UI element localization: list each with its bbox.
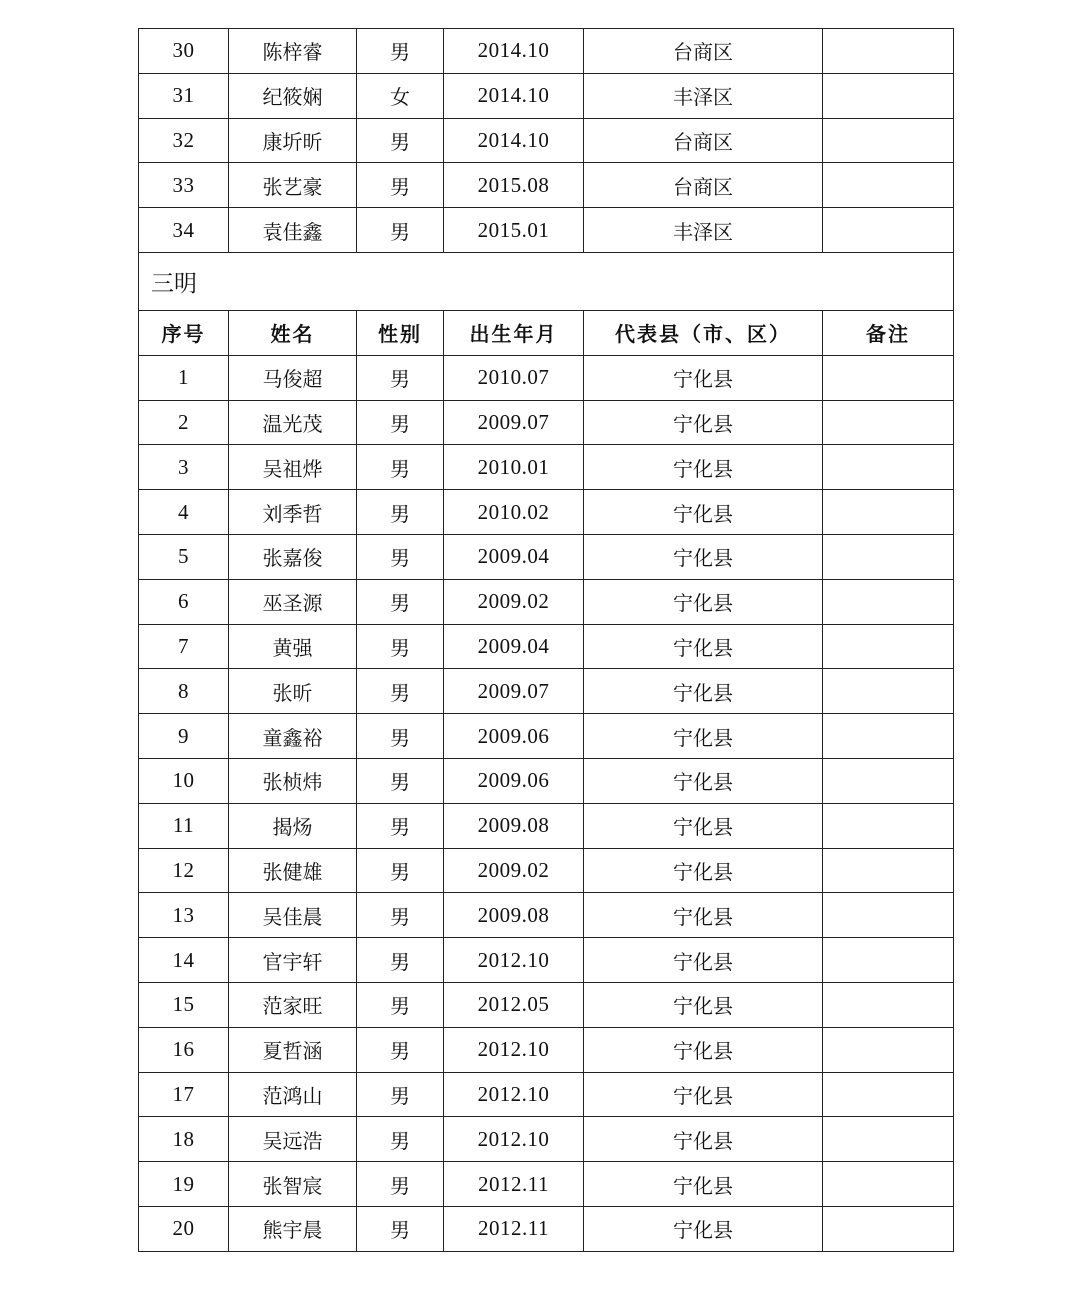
cell-name: 官宇轩 (229, 938, 357, 983)
cell-birth-month: 2010.07 (444, 355, 584, 400)
cell-birth-month: 2009.06 (444, 758, 584, 803)
cell-serial-number: 18 (139, 1117, 229, 1162)
cell-birth-month: 2015.01 (444, 208, 584, 253)
header-gender: 性别 (357, 310, 444, 355)
cell-note (823, 118, 954, 163)
cell-note (823, 714, 954, 759)
cell-gender: 男 (357, 624, 444, 669)
cell-name: 吴祖烨 (229, 445, 357, 490)
cell-gender: 男 (357, 118, 444, 163)
cell-serial-number: 2 (139, 400, 229, 445)
header-birth-month: 出生年月 (444, 310, 584, 355)
cell-gender: 男 (357, 938, 444, 983)
table-row (139, 1027, 954, 1072)
table-row (139, 118, 954, 163)
cell-birth-month: 2009.08 (444, 893, 584, 938)
table-row (139, 1117, 954, 1162)
table-row (139, 490, 954, 535)
cell-birth-month: 2014.10 (444, 73, 584, 118)
cell-gender: 男 (357, 714, 444, 759)
cell-district: 宁化县 (584, 1206, 823, 1251)
cell-birth-month: 2009.02 (444, 579, 584, 624)
cell-gender: 男 (357, 893, 444, 938)
cell-district: 宁化县 (584, 534, 823, 579)
table-row (139, 400, 954, 445)
cell-gender: 女 (357, 73, 444, 118)
cell-gender: 男 (357, 1027, 444, 1072)
cell-note (823, 163, 954, 208)
roster-table (138, 28, 954, 1252)
cell-note (823, 355, 954, 400)
cell-note (823, 982, 954, 1027)
section-title-row (139, 252, 954, 310)
cell-gender: 男 (357, 669, 444, 714)
table-row (139, 893, 954, 938)
cell-note (823, 490, 954, 535)
section-title: 三明 (139, 252, 954, 310)
cell-note (823, 848, 954, 893)
cell-note (823, 1206, 954, 1251)
cell-name: 巫圣源 (229, 579, 357, 624)
cell-birth-month: 2009.07 (444, 669, 584, 714)
cell-name: 童鑫裕 (229, 714, 357, 759)
cell-district: 台商区 (584, 118, 823, 163)
cell-birth-month: 2009.07 (444, 400, 584, 445)
cell-gender: 男 (357, 29, 444, 74)
cell-birth-month: 2012.11 (444, 1162, 584, 1207)
cell-gender: 男 (357, 1162, 444, 1207)
cell-birth-month: 2009.04 (444, 534, 584, 579)
cell-name: 陈梓睿 (229, 29, 357, 74)
cell-district: 宁化县 (584, 490, 823, 535)
cell-birth-month: 2010.01 (444, 445, 584, 490)
table-row (139, 714, 954, 759)
header-note: 备注 (823, 310, 954, 355)
cell-district: 宁化县 (584, 400, 823, 445)
cell-serial-number: 5 (139, 534, 229, 579)
cell-district: 宁化县 (584, 1117, 823, 1162)
table-row (139, 624, 954, 669)
cell-district: 丰泽区 (584, 208, 823, 253)
cell-gender: 男 (357, 758, 444, 803)
table-row (139, 982, 954, 1027)
table-row (139, 534, 954, 579)
header-district: 代表县（市、区） (584, 310, 823, 355)
cell-serial-number: 30 (139, 29, 229, 74)
table-row (139, 208, 954, 253)
cell-gender: 男 (357, 445, 444, 490)
cell-serial-number: 10 (139, 758, 229, 803)
cell-birth-month: 2014.10 (444, 118, 584, 163)
cell-note (823, 579, 954, 624)
cell-district: 宁化县 (584, 624, 823, 669)
cell-name: 张桢炜 (229, 758, 357, 803)
cell-district: 宁化县 (584, 1027, 823, 1072)
cell-gender: 男 (357, 1072, 444, 1117)
table-row (139, 163, 954, 208)
cell-birth-month: 2012.10 (444, 1072, 584, 1117)
cell-name: 吴佳晨 (229, 893, 357, 938)
cell-serial-number: 9 (139, 714, 229, 759)
cell-serial-number: 4 (139, 490, 229, 535)
cell-note (823, 400, 954, 445)
cell-district: 宁化县 (584, 1072, 823, 1117)
table-row (139, 579, 954, 624)
cell-name: 揭炀 (229, 803, 357, 848)
cell-name: 马俊超 (229, 355, 357, 400)
cell-name: 纪筱娴 (229, 73, 357, 118)
section-sanming (139, 252, 954, 1251)
cell-name: 袁佳鑫 (229, 208, 357, 253)
cell-serial-number: 19 (139, 1162, 229, 1207)
cell-note (823, 893, 954, 938)
cell-birth-month: 2012.10 (444, 938, 584, 983)
cell-gender: 男 (357, 848, 444, 893)
cell-gender: 男 (357, 534, 444, 579)
cell-note (823, 1027, 954, 1072)
cell-name: 范鸿山 (229, 1072, 357, 1117)
cell-name: 张艺豪 (229, 163, 357, 208)
header-serial-number: 序号 (139, 310, 229, 355)
cell-note (823, 29, 954, 74)
cell-serial-number: 17 (139, 1072, 229, 1117)
previous-section-rows (139, 29, 954, 253)
cell-gender: 男 (357, 1206, 444, 1251)
cell-note (823, 73, 954, 118)
cell-gender: 男 (357, 355, 444, 400)
cell-district: 宁化县 (584, 445, 823, 490)
cell-district: 宁化县 (584, 714, 823, 759)
cell-birth-month: 2009.04 (444, 624, 584, 669)
cell-district: 台商区 (584, 163, 823, 208)
cell-gender: 男 (357, 1117, 444, 1162)
cell-district: 宁化县 (584, 669, 823, 714)
cell-note (823, 669, 954, 714)
cell-gender: 男 (357, 803, 444, 848)
cell-serial-number: 3 (139, 445, 229, 490)
cell-serial-number: 12 (139, 848, 229, 893)
cell-note (823, 938, 954, 983)
cell-name: 熊宇晨 (229, 1206, 357, 1251)
cell-note (823, 445, 954, 490)
cell-serial-number: 15 (139, 982, 229, 1027)
cell-serial-number: 16 (139, 1027, 229, 1072)
cell-serial-number: 20 (139, 1206, 229, 1251)
cell-gender: 男 (357, 208, 444, 253)
cell-gender: 男 (357, 982, 444, 1027)
cell-name: 范家旺 (229, 982, 357, 1027)
cell-birth-month: 2012.05 (444, 982, 584, 1027)
cell-district: 宁化县 (584, 579, 823, 624)
cell-gender: 男 (357, 163, 444, 208)
cell-district: 台商区 (584, 29, 823, 74)
cell-birth-month: 2010.02 (444, 490, 584, 535)
cell-district: 宁化县 (584, 1162, 823, 1207)
cell-name: 张智宸 (229, 1162, 357, 1207)
cell-name: 吴远浩 (229, 1117, 357, 1162)
cell-note (823, 758, 954, 803)
cell-serial-number: 6 (139, 579, 229, 624)
cell-serial-number: 11 (139, 803, 229, 848)
cell-serial-number: 7 (139, 624, 229, 669)
cell-note (823, 534, 954, 579)
table-row (139, 445, 954, 490)
cell-serial-number: 33 (139, 163, 229, 208)
cell-serial-number: 31 (139, 73, 229, 118)
table-header-row (139, 310, 954, 355)
cell-note (823, 1072, 954, 1117)
table-row (139, 848, 954, 893)
cell-district: 宁化县 (584, 893, 823, 938)
table-row (139, 1162, 954, 1207)
cell-birth-month: 2009.08 (444, 803, 584, 848)
cell-serial-number: 14 (139, 938, 229, 983)
table-row (139, 73, 954, 118)
cell-note (823, 1162, 954, 1207)
cell-birth-month: 2009.02 (444, 848, 584, 893)
cell-name: 康圻昕 (229, 118, 357, 163)
cell-serial-number: 1 (139, 355, 229, 400)
cell-district: 丰泽区 (584, 73, 823, 118)
table-row (139, 938, 954, 983)
table-row (139, 1072, 954, 1117)
cell-name: 张健雄 (229, 848, 357, 893)
table-row (139, 355, 954, 400)
cell-birth-month: 2015.08 (444, 163, 584, 208)
cell-name: 夏哲涵 (229, 1027, 357, 1072)
table-row (139, 29, 954, 74)
cell-name: 张昕 (229, 669, 357, 714)
cell-gender: 男 (357, 579, 444, 624)
cell-name: 黄强 (229, 624, 357, 669)
cell-serial-number: 8 (139, 669, 229, 714)
cell-birth-month: 2012.10 (444, 1117, 584, 1162)
cell-serial-number: 13 (139, 893, 229, 938)
cell-birth-month: 2014.10 (444, 29, 584, 74)
cell-name: 张嘉俊 (229, 534, 357, 579)
cell-serial-number: 34 (139, 208, 229, 253)
cell-name: 刘季哲 (229, 490, 357, 535)
cell-note (823, 803, 954, 848)
table-row (139, 758, 954, 803)
cell-note (823, 624, 954, 669)
cell-district: 宁化县 (584, 848, 823, 893)
cell-district: 宁化县 (584, 982, 823, 1027)
cell-district: 宁化县 (584, 938, 823, 983)
cell-serial-number: 32 (139, 118, 229, 163)
cell-name: 温光茂 (229, 400, 357, 445)
cell-birth-month: 2012.11 (444, 1206, 584, 1251)
cell-gender: 男 (357, 490, 444, 535)
cell-district: 宁化县 (584, 355, 823, 400)
header-name: 姓名 (229, 310, 357, 355)
table-row (139, 803, 954, 848)
table-row (139, 669, 954, 714)
cell-birth-month: 2009.06 (444, 714, 584, 759)
cell-gender: 男 (357, 400, 444, 445)
cell-district: 宁化县 (584, 803, 823, 848)
cell-district: 宁化县 (584, 758, 823, 803)
cell-note (823, 1117, 954, 1162)
cell-birth-month: 2012.10 (444, 1027, 584, 1072)
table-row (139, 1206, 954, 1251)
cell-note (823, 208, 954, 253)
